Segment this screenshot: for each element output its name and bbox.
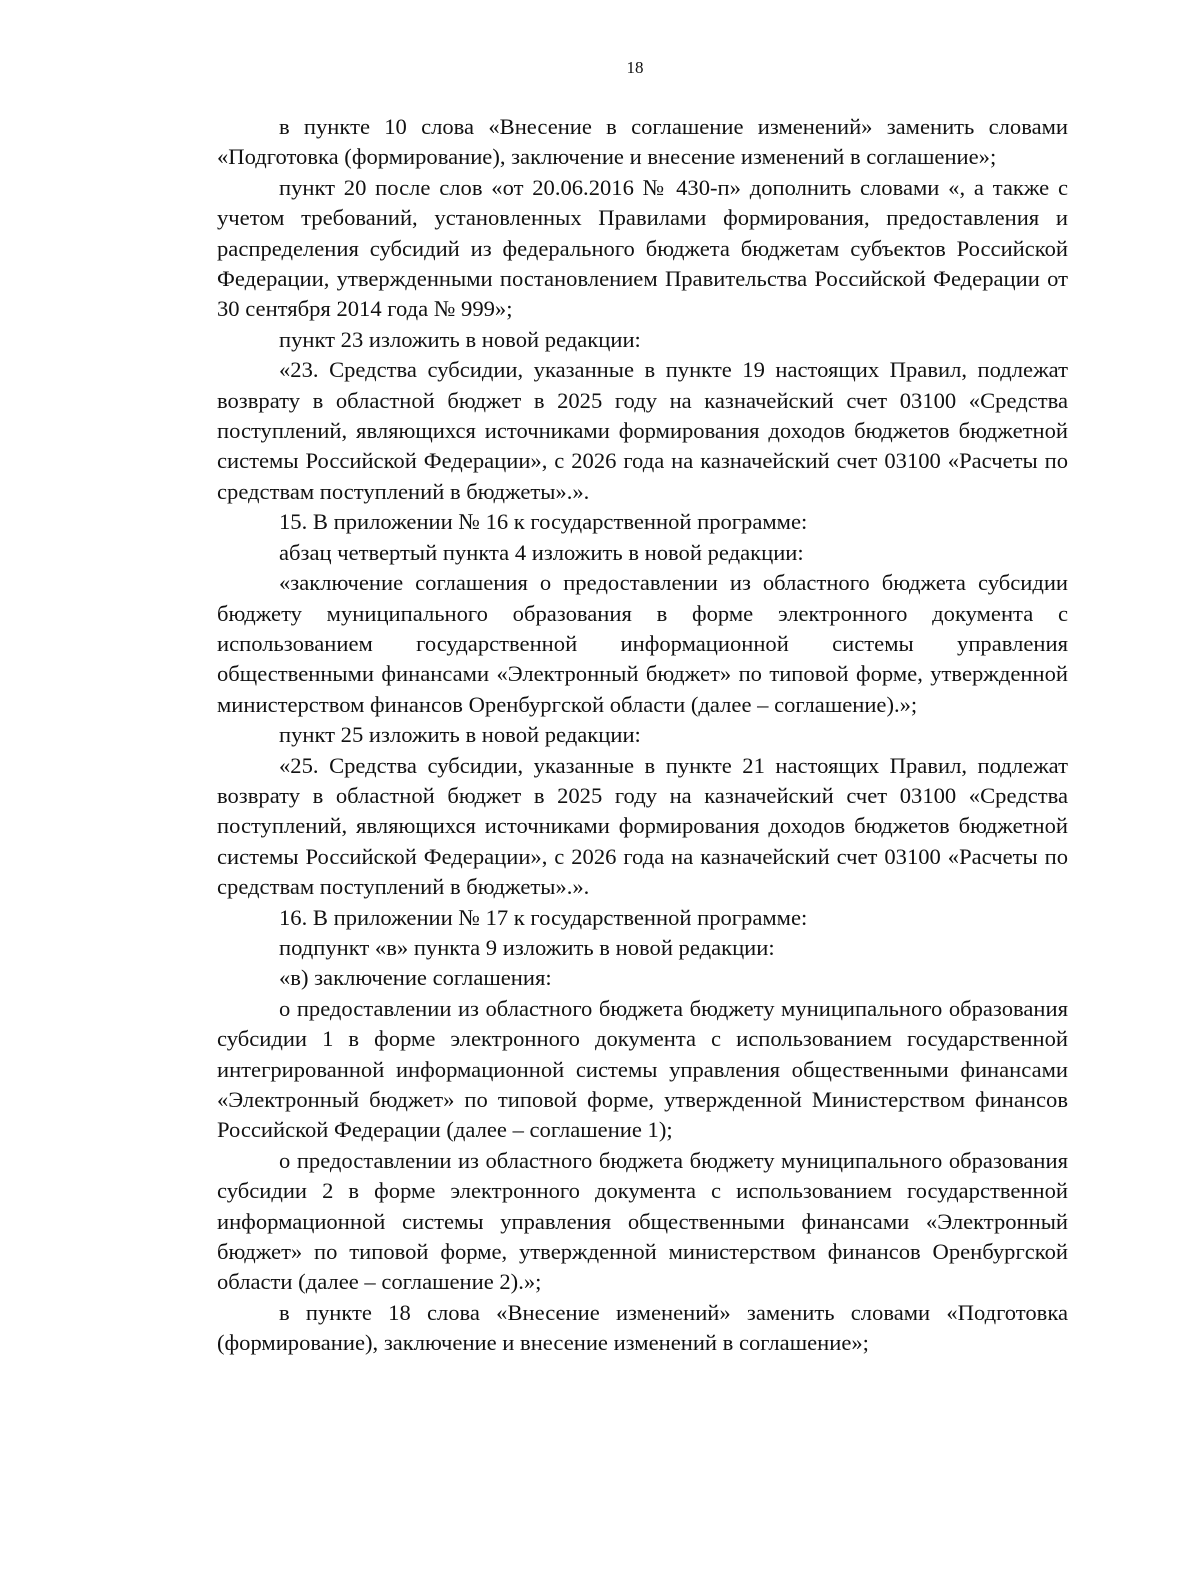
paragraph: 16. В приложении № 17 к государственной программе: — [279, 904, 808, 930]
page-number: 18 — [626, 58, 644, 77]
paragraph: «заключение соглашения о предоставлении из областного бюджета субсидии бюджету муниципального образования в форме электронного документа с использованием государственной информационной системы управления общественными финансами «Электронный бюджет» по типовой форме, утвержденной министерством финансов Оренбургской области (далее – соглашение).»; — [217, 570, 1068, 717]
paragraph: пункт 23 изложить в новой редакции: — [279, 326, 641, 352]
paragraph: о предоставлении из областного бюджета бюджету муниципального образования субсидии 1 в форме электронного документа с использованием государственной интегрированной информационной системы управления общественными финансами «Электронный бюджет» по типовой форме, утвержденной Министерством финансов Российской Федерации (далее – соглашение 1); — [217, 995, 1068, 1143]
paragraph: в пункте 10 слова «Внесение в соглашение изменений» заменить словами «Подготовка (формирование), заключение и внесение изменений в соглашение»; — [217, 114, 1068, 170]
paragraph: абзац четвертый пункта 4 изложить в новой редакции: — [279, 539, 804, 565]
paragraph: пункт 20 после слов «от 20.06.2016 № 430-п» дополнить словами «, а также с учетом требований, установленных Правилами формирования, предоставления и распределения субсидий из федерального бюджета бюджетам субъектов Российской Федерации, утвержденными постановлением Правительства Российской Федерации от 30 сентября 2014 года № 999»; — [217, 174, 1068, 322]
paragraph: «в) заключение соглашения: — [279, 965, 552, 991]
paragraph: «25. Средства субсидии, указанные в пункте 21 настоящих Правил, подлежат возврату в областной бюджет в 2025 году на казначейский счет 03100 «Средства поступлений, являющихся источниками формирования доходов бюджетов бюджетной системы Российской Федерации», с 2026 года на казначейский счет 03100 «Расчеты по средствам поступлений в бюджеты».». — [217, 752, 1068, 900]
paragraph: пункт 25 изложить в новой редакции: — [279, 722, 641, 748]
paragraph: подпункт «в» пункта 9 изложить в новой редакции: — [279, 934, 775, 960]
paragraph: о предоставлении из областного бюджета бюджету муниципального образования субсидии 2 в форме электронного документа с использованием государственной информационной системы управления общественными финансами «Электронный бюджет» по типовой форме, утвержденной министерством финансов Оренбургской области (далее – соглашение 2).»; — [217, 1147, 1068, 1295]
document-body — [217, 112, 1068, 1359]
paragraph: в пункте 18 слова «Внесение изменений» заменить словами «Подготовка (формирование), заключение и внесение изменений в соглашение»; — [217, 1299, 1068, 1356]
paragraph: 15. В приложении № 16 к государственной программе: — [279, 509, 808, 535]
paragraph: «23. Средства субсидии, указанные в пункте 19 настоящих Правил, подлежат возврату в областной бюджет в 2025 году на казначейский счет 03100 «Средства поступлений, являющихся источниками формирования доходов бюджетов бюджетной системы Российской Федерации», с 2026 года на казначейский счет 03100 «Расчеты по средствам поступлений в бюджеты».». — [217, 357, 1068, 504]
